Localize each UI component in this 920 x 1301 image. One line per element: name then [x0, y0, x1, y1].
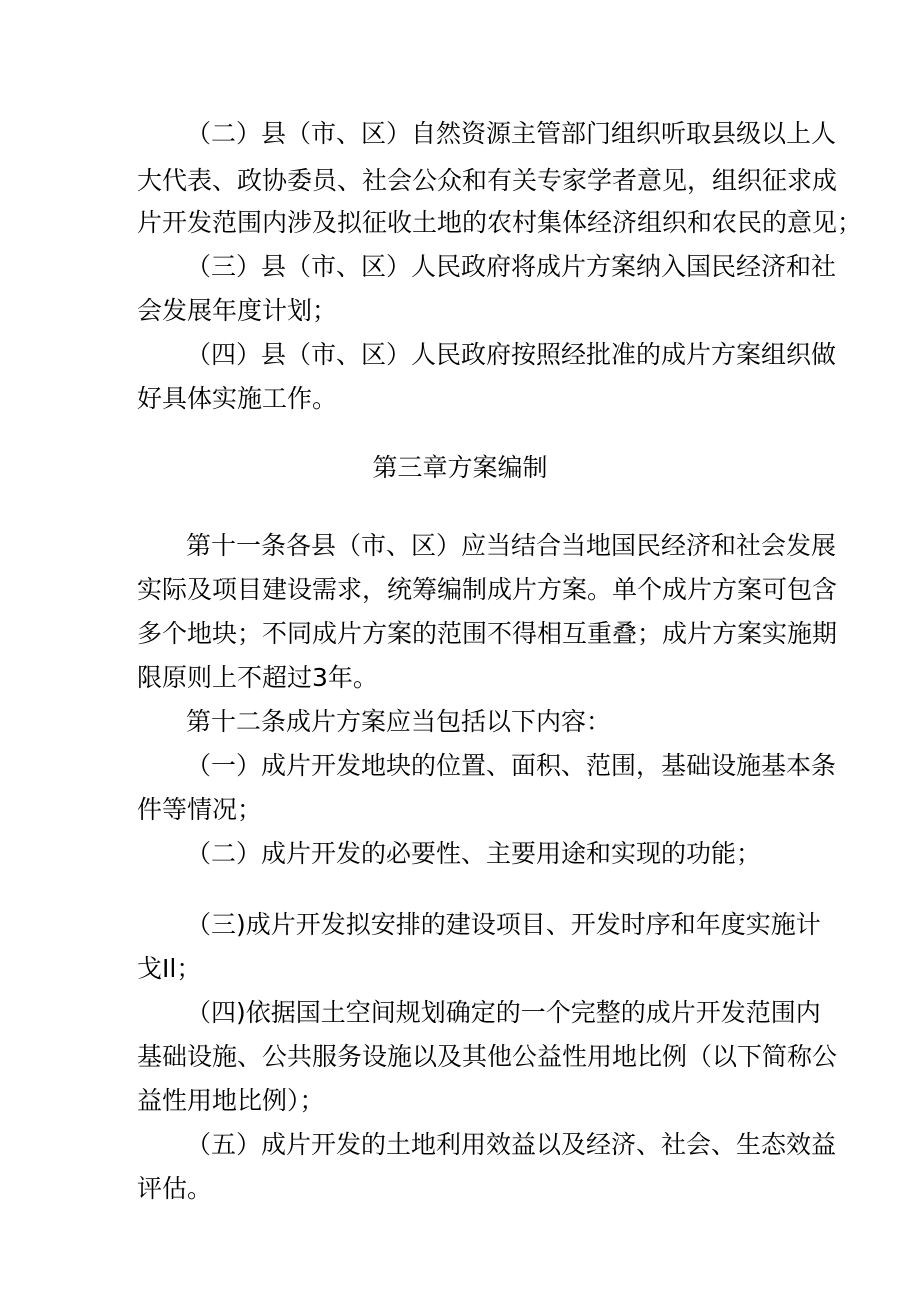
paragraph-line: 件等情况；	[137, 795, 263, 824]
paragraph-line: 多个地块；不同成片方案的范围不得相互重叠；成片方案实施期	[137, 619, 838, 648]
paragraph-line: （三)成片开发拟安排的建设项目、开发时序和年度实施计	[186, 910, 821, 939]
paragraph-line: （一）成片开发地块的位置、面积、范围，基础设施基本条	[186, 751, 837, 780]
paragraph-line: （二）成片开发的必要性、主要用途和实现的功能；	[186, 839, 762, 868]
paragraph-line: 第十二条成片方案应当包括以下内容：	[186, 707, 612, 736]
paragraph-line: 好具体实施工作。	[137, 384, 338, 413]
paragraph-line: （四）县（市、区）人民政府按照经批准的成片方案组织做	[186, 340, 837, 369]
paragraph-line: （五）成片开发的土地利用效益以及经济、社会、生态效益	[186, 1130, 837, 1159]
paragraph-line: （二）县（市、区）自然资源主管部门组织听取县级以上人	[186, 119, 837, 148]
paragraph-line: 第十一条各县（市、区）应当结合当地国民经济和社会发展	[186, 531, 837, 560]
paragraph-line: （四)依据国土空间规划确定的一个完整的成片开发范围内	[186, 998, 821, 1027]
paragraph-line: （三）县（市、区）人民政府将成片方案纳入国民经济和社	[186, 252, 837, 281]
chapter-title: 第三章方案编制	[372, 453, 548, 482]
paragraph-line: 益性用地比例）；	[137, 1086, 325, 1115]
paragraph-line: 戈Il；	[137, 954, 202, 983]
paragraph-line: 限原则上不超过3年。	[137, 663, 378, 692]
paragraph-line: 实际及项目建设需求，统筹编制成片方案。单个成片方案可包含	[137, 575, 838, 604]
paragraph-line: 大代表、政协委员、社会公众和有关专家学者意见，组织征求成	[137, 166, 838, 195]
paragraph-line: 评估。	[137, 1174, 213, 1203]
paragraph-line: 片开发范围内涉及拟征收土地的农村集体经济组织和农民的意见；	[137, 208, 863, 237]
paragraph-line: 基础设施、公共服务设施以及其他公益性用地比例（以下简称公	[137, 1042, 838, 1071]
paragraph-line: 会发展年度计划；	[137, 296, 338, 325]
